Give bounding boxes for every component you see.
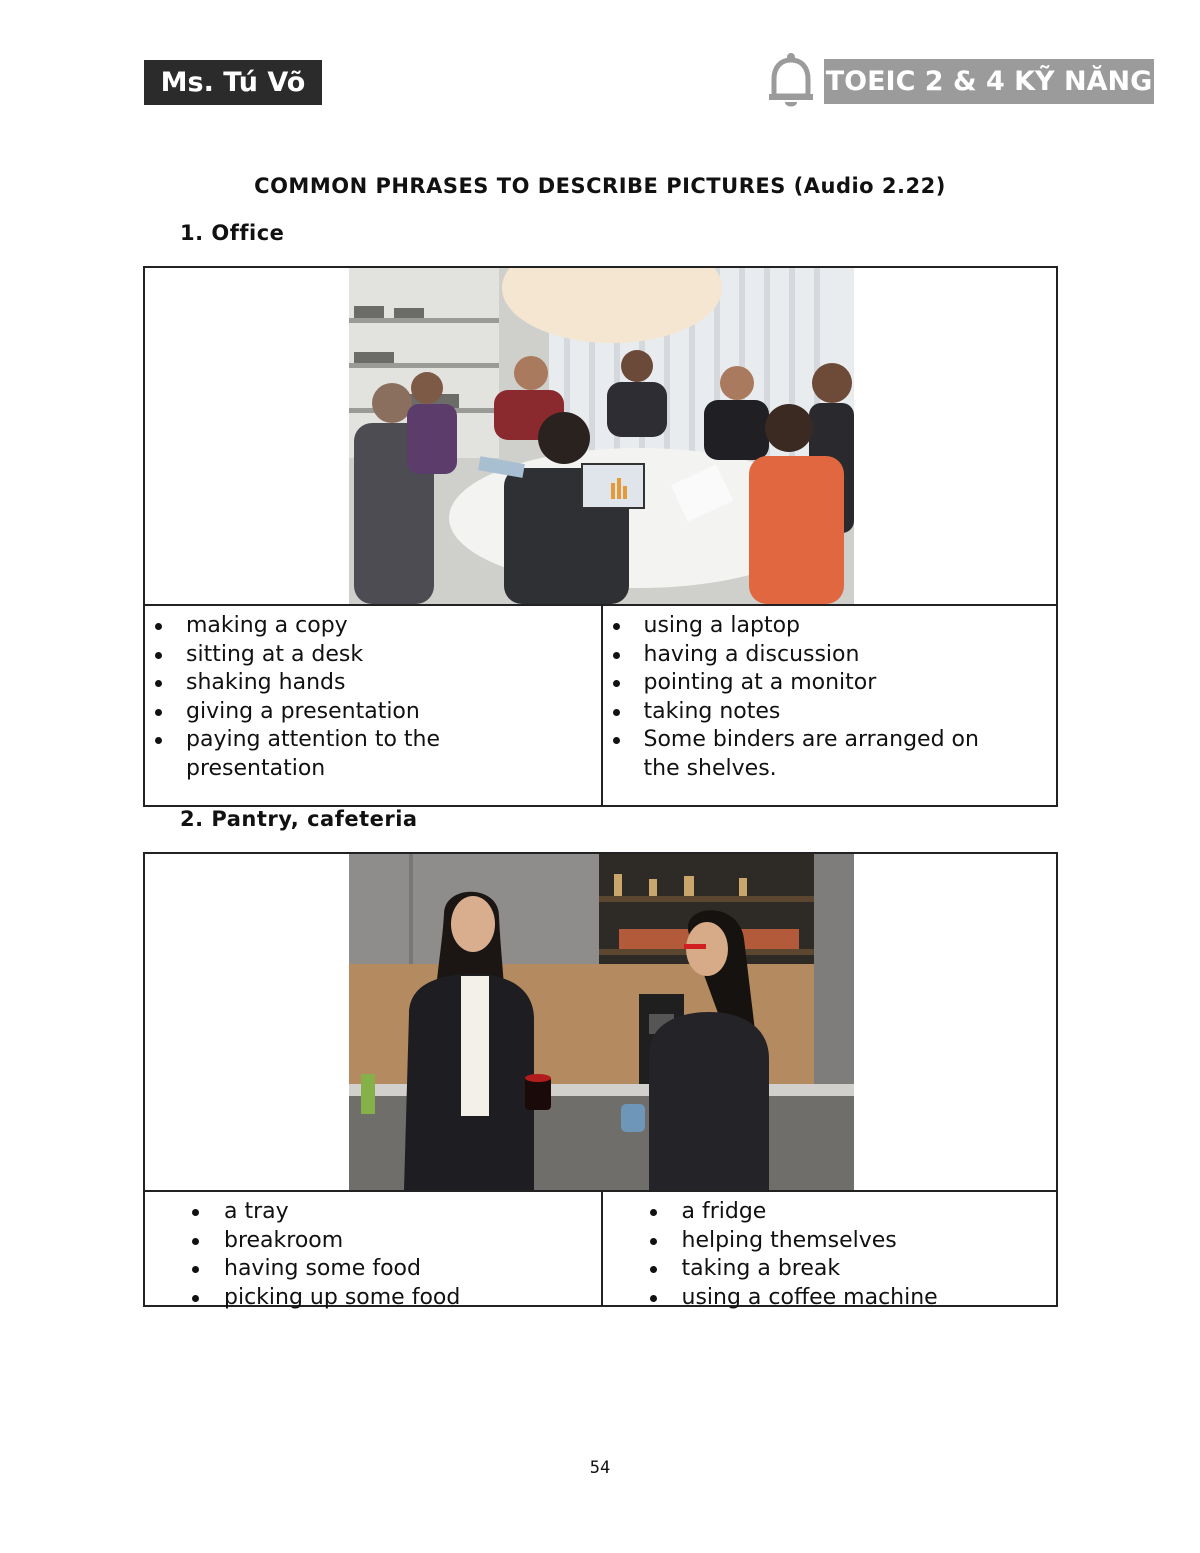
list-item: Some binders are arranged on the shelves. bbox=[603, 726, 1057, 783]
pantry-phrase-table bbox=[143, 1192, 1058, 1310]
list-item: paying attention to the presentation bbox=[145, 726, 601, 783]
author-badge-text: Ms. Tú Võ bbox=[160, 67, 306, 98]
list-item: having some food bbox=[145, 1255, 601, 1284]
list-item: using a laptop bbox=[603, 612, 1057, 641]
page-number: 54 bbox=[589, 1458, 611, 1478]
office-phrases-right bbox=[601, 606, 1057, 805]
section-heading-pantry: 2. Pantry, cafeteria bbox=[180, 807, 418, 831]
office-photo-frame bbox=[143, 266, 1058, 606]
list-item: making a copy bbox=[145, 612, 601, 641]
office-phrases-left bbox=[145, 606, 601, 805]
pantry-phrases-right bbox=[601, 1192, 1057, 1310]
pantry-photo-frame bbox=[143, 852, 1058, 1192]
course-badge-text: TOEIC 2 & 4 KỸ NĂNG bbox=[825, 65, 1153, 97]
list-item: picking up some food bbox=[145, 1284, 601, 1313]
page-title: COMMON PHRASES TO DESCRIBE PICTURES (Audio 2.22) bbox=[254, 174, 946, 198]
office-phrase-table bbox=[143, 606, 1058, 807]
pantry-photo bbox=[349, 854, 854, 1190]
list-item: a fridge bbox=[603, 1198, 1057, 1227]
list-item: breakroom bbox=[145, 1227, 601, 1256]
list-item: a tray bbox=[145, 1198, 601, 1227]
list-item: taking notes bbox=[603, 698, 1057, 727]
list-item: pointing at a monitor bbox=[603, 669, 1057, 698]
office-meeting-photo bbox=[349, 268, 854, 604]
author-badge bbox=[144, 60, 322, 105]
list-item: shaking hands bbox=[145, 669, 601, 698]
list-item: taking a break bbox=[603, 1255, 1057, 1284]
pantry-phrases-left bbox=[145, 1192, 601, 1310]
course-badge-label bbox=[824, 59, 1154, 104]
course-badge bbox=[764, 52, 1156, 110]
bell-icon bbox=[764, 52, 818, 110]
list-item: helping themselves bbox=[603, 1227, 1057, 1256]
list-item: using a coffee machine bbox=[603, 1284, 1057, 1313]
list-item: giving a presentation bbox=[145, 698, 601, 727]
list-item: having a discussion bbox=[603, 641, 1057, 670]
section-heading-office: 1. Office bbox=[180, 221, 285, 245]
list-item: sitting at a desk bbox=[145, 641, 601, 670]
